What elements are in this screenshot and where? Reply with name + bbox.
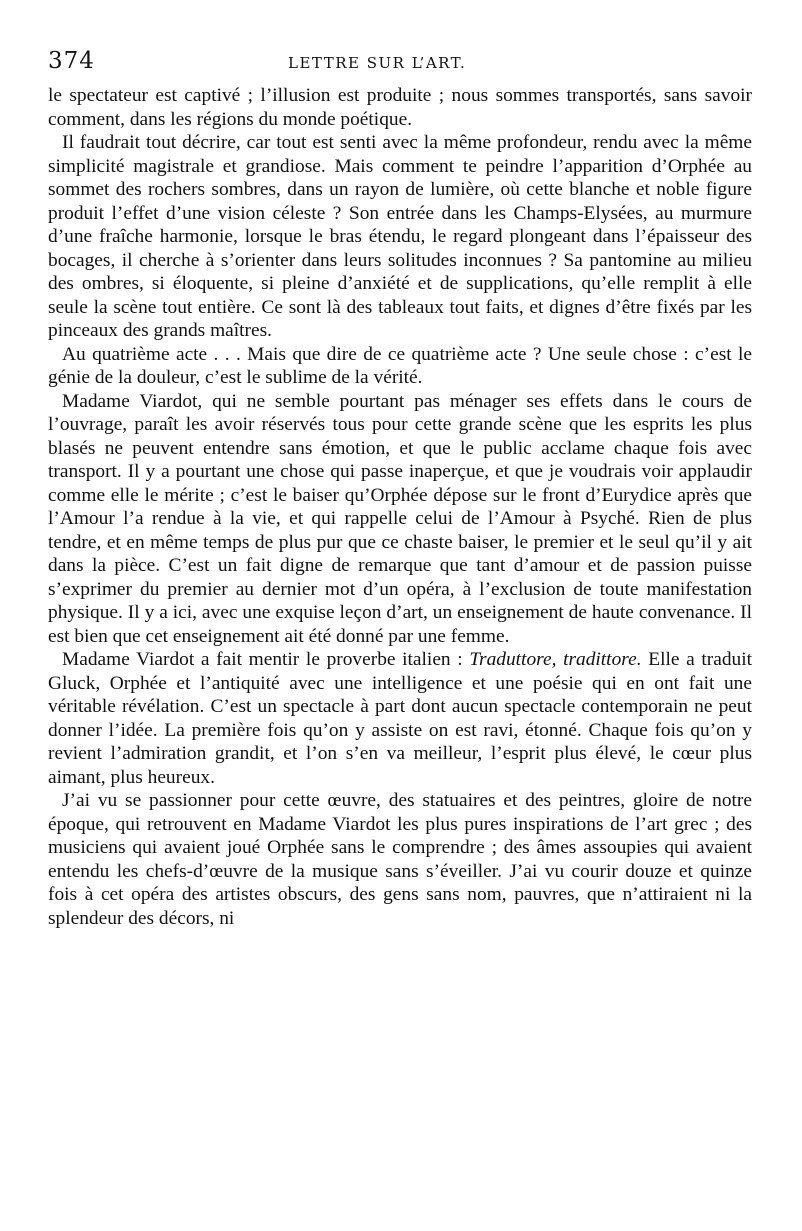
- book-page: [48, 44, 752, 930]
- page-number: 374: [48, 48, 95, 74]
- proverb-rest: Elle a traduit Gluck, Orphée et l’antiquité avec une intelligence et une poésie qui en ont fait une véritable révélation. C’est un spectacle à part dont aucun spectacle contemporain ne peut donner l’idée. La première fois qu’on y assiste on est ravi, étonné. Chaque fois qu’on y revient l’admiration grandit, et l’on s’en va meilleur, l’esprit plus élevé, le cœur plus aimant, plus heureux.: [48, 649, 752, 788]
- paragraph-fourth-act: Au quatrième acte . . . Mais que dire de ce quatrième acte ? Une seule chose : c’est le génie de la douleur, c’est le sublime de la vérité.: [48, 343, 752, 388]
- body-text: [48, 84, 752, 930]
- proverb-italic: Traduttore, tradittore.: [469, 649, 642, 670]
- paragraph-proverb: [48, 648, 752, 789]
- paragraph-orphee-apparition: Il faudrait tout décrire, car tout est senti avec la même profondeur, rendu avec la même simplicité magistrale et grandiose. Mais comment te peindre l’apparition d’Orphée au sommet des rochers sombres, dans un rayon de lumière, où cette blanche et noble figure produit l’effet d’une vision céleste ? Son entrée dans les Champs-Elysées, au murmure d’une fraîche harmonie, lorsque le bras étendu, le regard plongeant dans l’épaisseur des bocages, il cherche à s’orienter dans leurs solitudes inconnues ? Sa pantomine au milieu des ombres, si éloquente, si pleine d’anxiété et de supplications, qu’elle remplit à elle seule la scène tout entière. Ce sont là des tableaux tout faits, et dignes d’être fixés par les pinceaux des grands maîtres.: [48, 132, 752, 341]
- proverb-lead: Madame Viardot a fait mentir le proverbe italien :: [62, 649, 470, 670]
- page-header: [48, 44, 752, 84]
- paragraph-viardot-kiss: Madame Viardot, qui ne semble pourtant pas ménager ses effets dans le cours de l’ouvrage, paraît les avoir réservés tous pour cette grande scène que les esprits les plus blasés ne peuvent entendre sans émotion, et que le public acclame chaque fois avec transport. Il y a pourtant une chose qui passe inaperçue, et que je voudrais voir applaudir comme elle le mérite ; c’est le baiser qu’Orphée dépose sur le front d’Eurydice après que l’Amour l’a rendue à la vie, et qui rappelle celui de l’Amour à Psyché. Rien de plus tendre, et en même temps de plus pur que ce chaste baiser, le premier et le seul qu’il y ait dans la pièce. C’est un fait digne de remarque que tant d’amour et de passion puisse s’exprimer du premier au dernier mot d’un opéra, à l’exclusion de toute manifestation physique. Il y a ici, avec une exquise leçon d’art, un enseignement de haute convenance. Il est bien que cet enseignement ait été donné par une femme.: [48, 390, 752, 647]
- paragraph-continuation: le spectateur est captivé ; l’illusion est produite ; nous sommes transportés, sans savoir comment, dans les régions du monde poétique.: [48, 85, 752, 130]
- paragraph-passion: J’ai vu se passionner pour cette œuvre, des statuaires et des peintres, gloire de notre époque, qui retrouvent en Madame Viardot les plus pures inspirations de l’art grec ; des musiciens qui avaient joué Orphée sans le comprendre ; des âmes assoupies qui avaient entendu les chefs-d’œuvre de la musique sans s’éveiller. J’ai vu courir douze et quinze fois à cet opéra des artistes obscurs, des gens sans nom, pauvres, que n’attiraient ni la splendeur des décors, ni: [48, 790, 752, 929]
- running-title: LETTRE SUR L’ART.: [288, 54, 467, 72]
